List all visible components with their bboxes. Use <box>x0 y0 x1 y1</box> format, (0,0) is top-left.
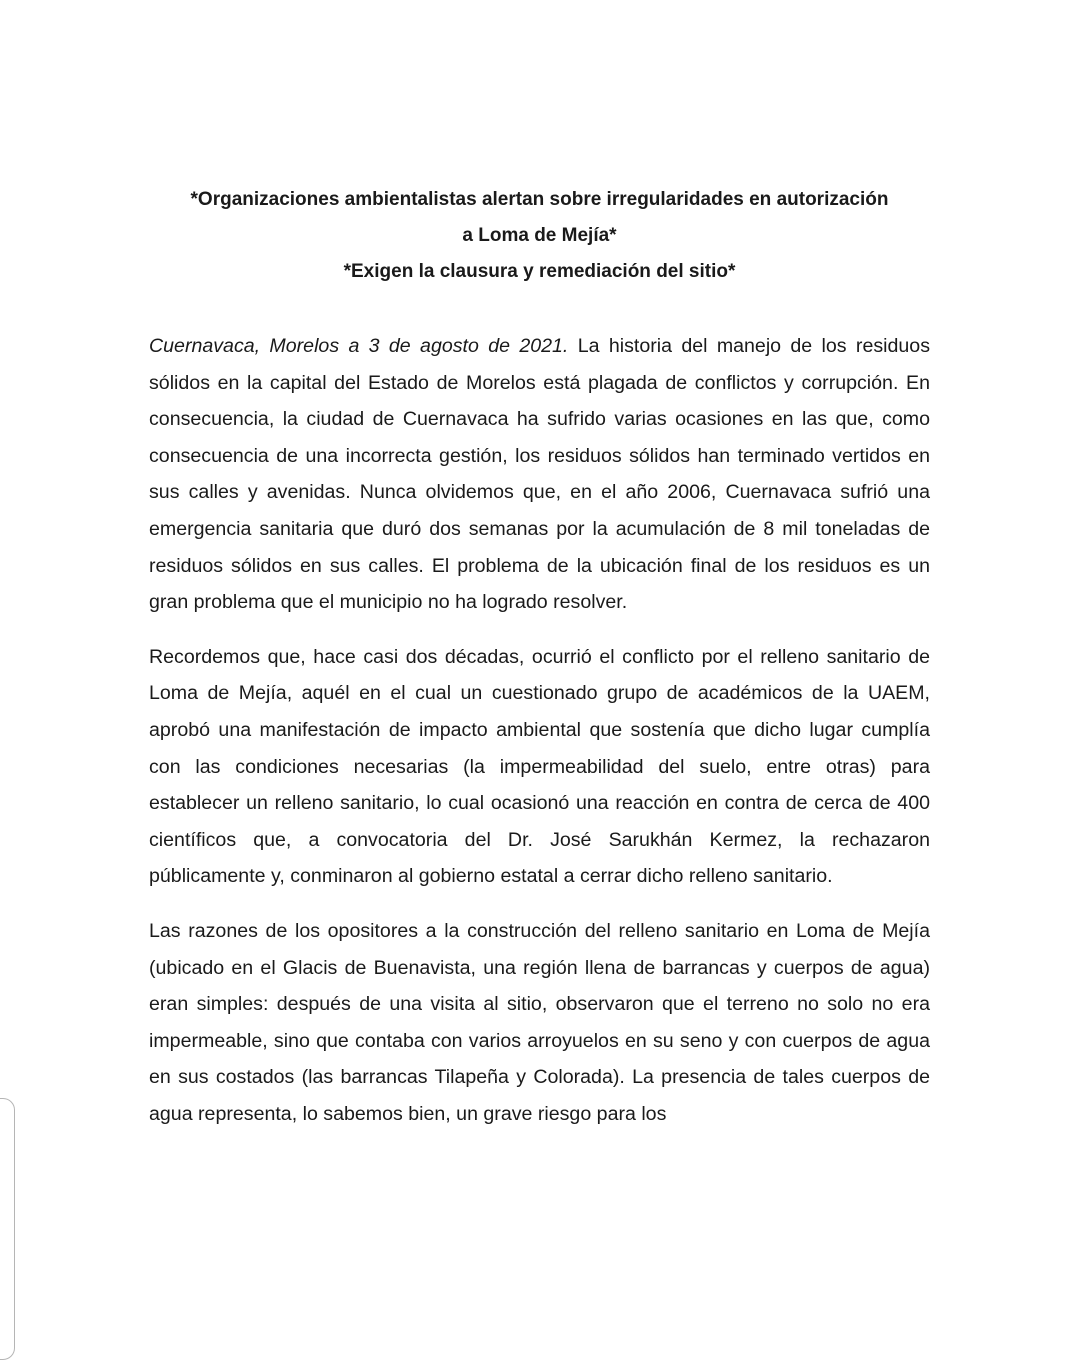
headline-line-1: *Organizaciones ambientalistas alertan sobre irregularidades en autorización <box>190 189 889 210</box>
paragraph-3: Las razones de los opositores a la construcción del relleno sanitario en Loma de Mejía (ubicado en el Glacis de Buenavista, una región llena de barrancas y cuerpos de agua) eran simples: después de una visita al sitio, observaron que el terreno no solo no era impermeable, sino que contaba con varios arroyuelos en su seno y con cuerpos de agua en sus costados (las barrancas Tilapeña y Colorada). La presencia de tales cuerpos de agua representa, lo sabemos bien, un grave riesgo para los <box>149 919 930 1125</box>
subheadline: *Exigen la clausura y remediación del sitio* <box>343 261 736 282</box>
document-page <box>149 182 930 1132</box>
dateline: Cuernavaca, Morelos a 3 de agosto de 2021. <box>149 335 569 357</box>
headline <box>149 182 930 290</box>
headline-line-2: a Loma de Mejía* <box>462 225 617 246</box>
paragraph-1 <box>149 328 930 621</box>
paragraph-2: Recordemos que, hace casi dos décadas, ocurrió el conflicto por el relleno sanitario de Loma de Mejía, aquél en el cual un cuestionado grupo de académicos de la UAEM, aprobó una manifestación de impacto ambiental que sostenía que dicho lugar cumplía con las condiciones necesarias (la impermeabilidad del suelo, entre otras) para establecer un relleno sanitario, lo cual ocasionó una reacción en contra de cerca de 400 científicos que, a convocatoria del Dr. José Sarukhán Kermez, la rechazaron públicamente y, conminaron al gobierno estatal a cerrar dicho relleno sanitario. <box>149 645 930 888</box>
paragraph-1-text: La historia del manejo de los residuos sólidos en la capital del Estado de Morelos está plagada de conflictos y corrupción. En consecuencia, la ciudad de Cuernavaca ha sufrido varias ocasiones en las que, como consecuencia de una incorrecta gestión, los residuos sólidos han terminado vertidos en sus calles y avenidas. Nunca olvidemos que, en el año 2006, Cuernavaca sufrió una emergencia sanitaria que duró dos semanas por la acumulación de 8 mil toneladas de residuos sólidos en sus calles. El problema de la ubicación final de los residuos es un gran problema que el municipio no ha logrado resolver. <box>149 335 930 614</box>
